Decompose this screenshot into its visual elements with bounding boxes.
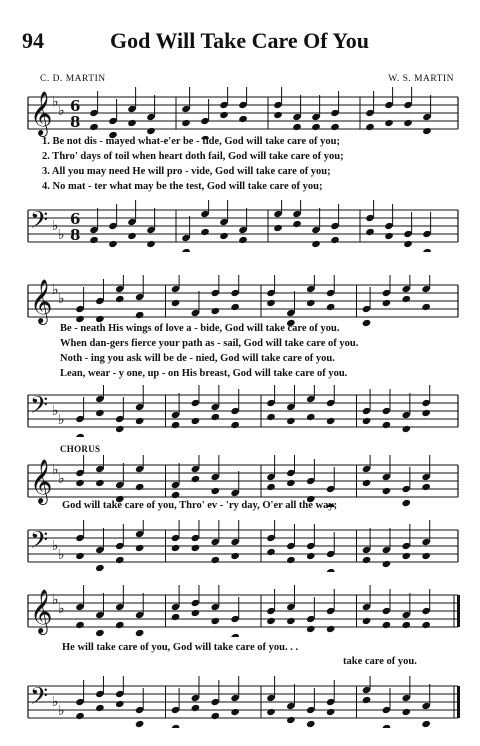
composer-credit: W. S. MARTIN — [388, 74, 454, 84]
bass-staff — [0, 520, 480, 572]
svg-text:♭: ♭ — [58, 412, 65, 428]
svg-text:6: 6 — [70, 97, 81, 115]
svg-text:♭: ♭ — [52, 538, 59, 554]
time-signature — [70, 210, 80, 244]
svg-text:𝄞: 𝄞 — [30, 279, 53, 323]
verse-line: Noth - ing you ask will be de - nied, God will take care of you. — [60, 353, 335, 364]
treble-clef-icon — [30, 279, 52, 325]
svg-text:8: 8 — [70, 226, 81, 244]
echo-line: take care of you. — [343, 656, 417, 667]
svg-text:6: 6 — [70, 210, 81, 228]
svg-text:𝄞: 𝄞 — [30, 459, 53, 503]
svg-text:𝄢: 𝄢 — [30, 526, 49, 559]
verse-line: Be - neath His wings of love a - bide, God will take care of you. — [60, 323, 340, 334]
svg-text:♭: ♭ — [52, 218, 59, 234]
treble-clef-icon — [30, 459, 52, 505]
lyricist-credit: C. D. MARTIN — [40, 74, 106, 84]
svg-text:♭: ♭ — [58, 601, 65, 617]
flat-icon — [52, 403, 65, 428]
bass-clef-icon — [30, 682, 48, 715]
svg-text:♭: ♭ — [58, 471, 65, 487]
page-number: 94 — [22, 28, 44, 53]
svg-text:𝄢: 𝄢 — [30, 391, 49, 424]
svg-text:♭: ♭ — [52, 282, 59, 298]
svg-text:𝄢: 𝄢 — [30, 682, 49, 715]
chorus-line: He will take care of you, God will take care of you. . . — [62, 642, 299, 653]
flat-icon — [52, 282, 65, 307]
flat-icon — [52, 538, 65, 563]
treble-staff — [0, 87, 480, 139]
treble-staff — [0, 585, 480, 637]
chorus-label: CHORUS — [60, 444, 101, 454]
treble-clef-icon — [30, 91, 52, 137]
svg-text:𝄞: 𝄞 — [30, 589, 53, 633]
svg-text:♭: ♭ — [58, 103, 65, 119]
svg-text:♭: ♭ — [58, 227, 65, 243]
flat-icon — [52, 694, 65, 719]
verse-line: When dan-gers fierce your path as - sail, God will take care of you. — [60, 338, 359, 349]
svg-text:♭: ♭ — [52, 694, 59, 710]
svg-text:♭: ♭ — [52, 403, 59, 419]
svg-text:𝄞: 𝄞 — [30, 91, 53, 135]
bass-staff — [0, 676, 480, 728]
bass-staff — [0, 385, 480, 437]
bass-clef-icon — [30, 206, 48, 239]
verse-line: 2. Thro' days of toil when heart doth fail, God will take care of you; — [42, 151, 344, 162]
verse-line: Lean, wear - y one, up - on His breast, God will take care of you. — [60, 368, 348, 379]
verse-line: 3. All you may need He will pro - vide, God will take care of you; — [42, 166, 331, 177]
treble-staff — [0, 275, 480, 327]
svg-text:♭: ♭ — [58, 547, 65, 563]
svg-text:♭: ♭ — [52, 462, 59, 478]
svg-text:♭: ♭ — [52, 94, 59, 110]
bass-clef-icon — [30, 526, 48, 559]
hymn-title: God Will Take Care Of You — [110, 28, 369, 53]
bass-staff — [0, 200, 480, 252]
verse-line: 4. No mat - ter what may be the test, God will take care of you; — [42, 181, 323, 192]
svg-text:𝄢: 𝄢 — [30, 206, 49, 239]
verse-line: 1. Be not dis - mayed what-e'er be - tide, God will take care of you; — [42, 136, 340, 147]
chorus-line: God will take care of you, Thro' ev - 'ry day, O'er all the way; — [62, 500, 338, 511]
bass-clef-icon — [30, 391, 48, 424]
flat-icon — [52, 592, 65, 617]
svg-text:♭: ♭ — [58, 703, 65, 719]
svg-text:♭: ♭ — [52, 592, 59, 608]
flat-icon — [52, 462, 65, 487]
svg-text:♭: ♭ — [58, 291, 65, 307]
treble-clef-icon — [30, 589, 52, 635]
time-signature — [70, 97, 80, 131]
svg-text:8: 8 — [70, 113, 81, 131]
flat-icon — [52, 94, 65, 119]
flat-icon — [52, 218, 65, 243]
